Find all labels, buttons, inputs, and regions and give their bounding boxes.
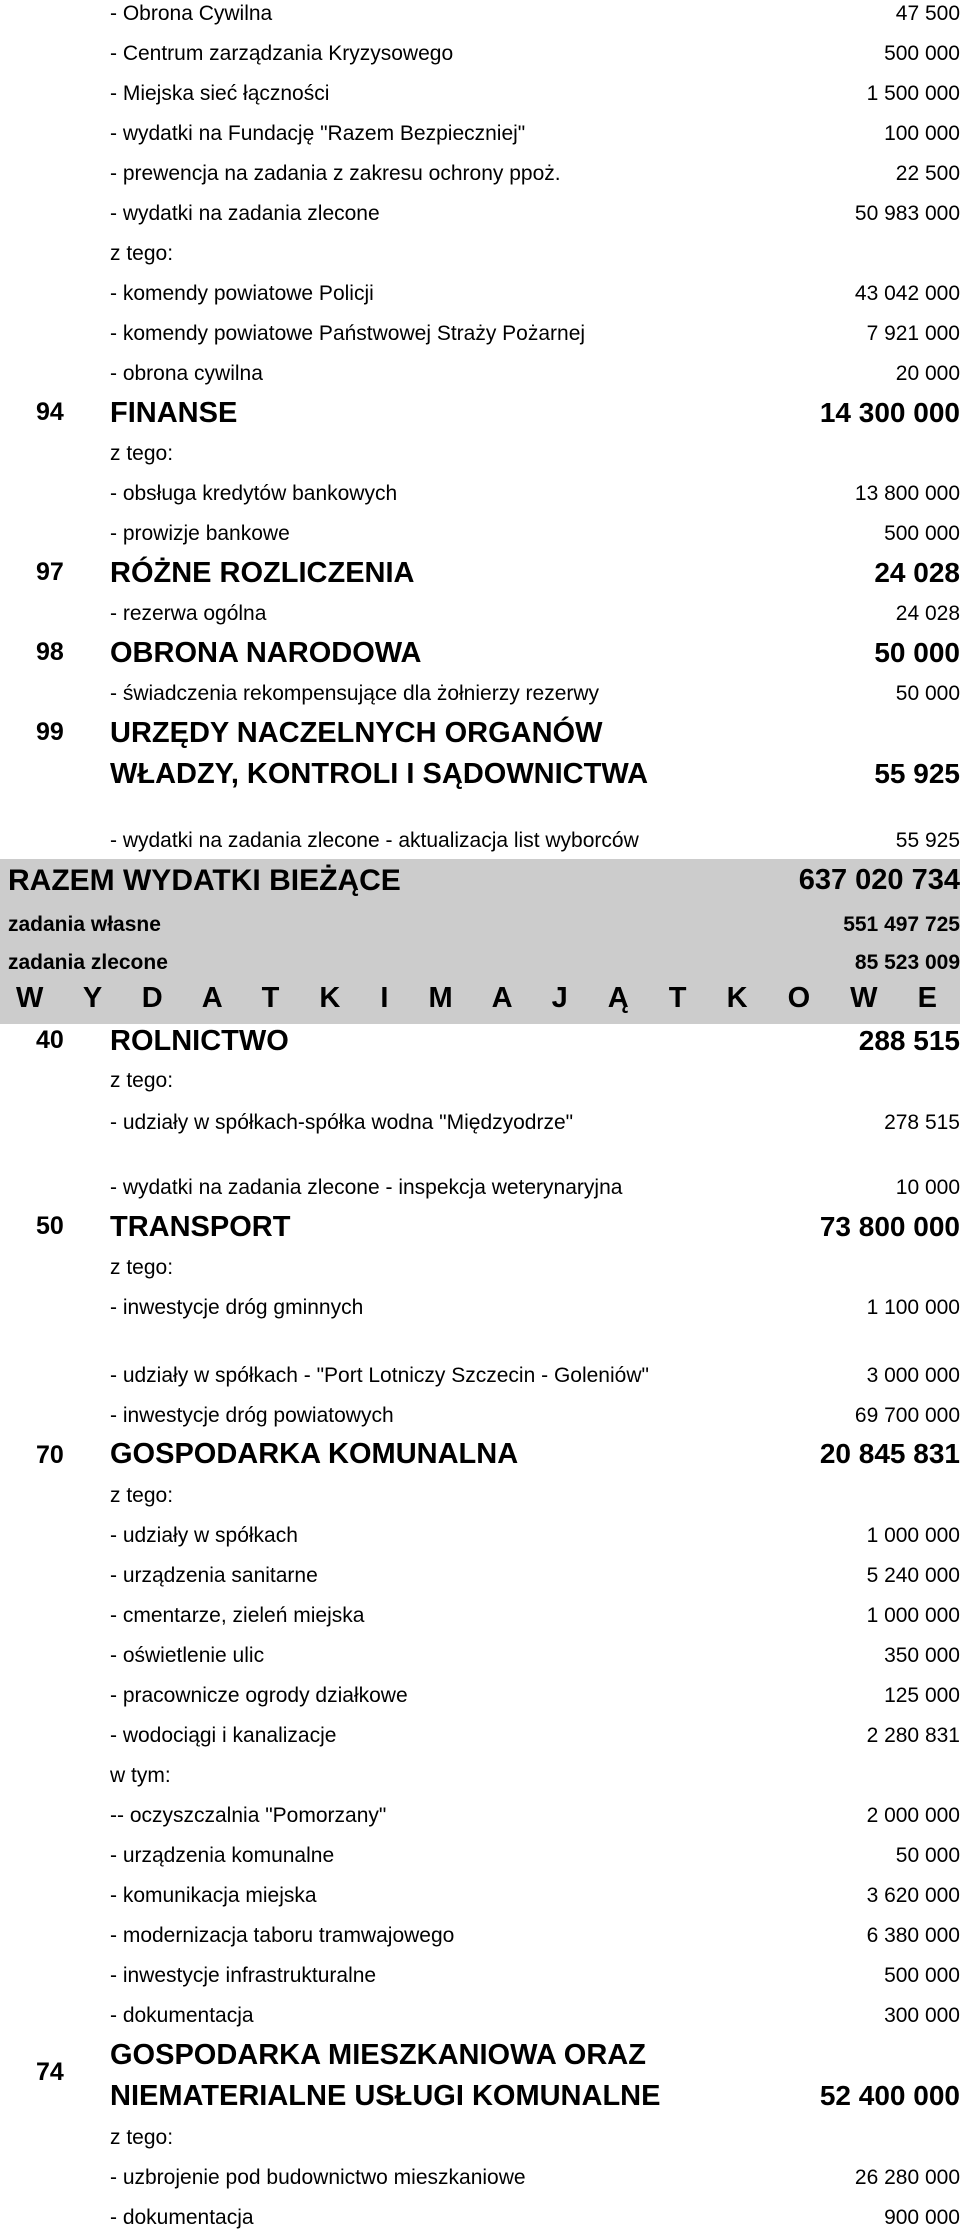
section-value: 50 000 xyxy=(874,637,960,668)
row-value: 50 983 000 xyxy=(854,202,960,225)
section-value: 73 800 000 xyxy=(819,1211,960,1242)
row-value: 13 800 000 xyxy=(854,482,960,505)
section-value: 24 028 xyxy=(874,557,960,588)
section-number: 74 xyxy=(36,2058,64,2086)
row-value: 47 500 xyxy=(895,2,960,25)
row-value: 2 000 000 xyxy=(866,1804,960,1827)
row-label: - inwestycje infrastrukturalne xyxy=(110,1964,377,1987)
row-value: 6 380 000 xyxy=(866,1924,960,1947)
row-value: 26 280 000 xyxy=(854,2166,960,2189)
row-value: 125 000 xyxy=(884,1684,960,1707)
row-label: - oświetlenie ulic xyxy=(110,1644,265,1667)
row-label: w tym: xyxy=(110,1764,171,1787)
row-label: - dokumentacja xyxy=(110,2206,254,2229)
row-label: - pracownicze ogrody działkowe xyxy=(110,1684,408,1707)
section-number: 40 xyxy=(36,1026,64,1054)
row-label: - urządzenia komunalne xyxy=(110,1844,335,1867)
row-value: 1 000 000 xyxy=(866,1524,960,1547)
capital-expenses-heading: W Y D A T K I M A J Ą T K O W E xyxy=(16,982,944,1014)
row-label: - obsługa kredytów bankowych xyxy=(110,482,398,505)
row-label: - Miejska sieć łączności xyxy=(110,82,330,105)
section-label-line2: NIEMATERIALNE USŁUGI KOMUNALNE xyxy=(110,2080,661,2112)
section-label: FINANSE xyxy=(110,397,238,429)
section-number: 94 xyxy=(36,398,64,426)
row-value: 69 700 000 xyxy=(854,1404,960,1427)
section-value: 288 515 xyxy=(858,1025,960,1056)
row-value: 1 000 000 xyxy=(866,1604,960,1627)
row-label: - dokumentacja xyxy=(110,2004,254,2027)
row-label: - komendy powiatowe Policji xyxy=(110,282,374,305)
row-label: - komunikacja miejska xyxy=(110,1884,317,1907)
row-value: 50 000 xyxy=(895,1844,960,1867)
own-tasks-value: 551 497 725 xyxy=(843,913,960,936)
row-label: - prowizje bankowe xyxy=(110,522,290,545)
section-label: GOSPODARKA MIESZKANIOWA ORAZ xyxy=(110,2039,646,2071)
section-label: OBRONA NARODOWA xyxy=(110,637,422,669)
row-value: 43 042 000 xyxy=(854,282,960,305)
row-value: 1 100 000 xyxy=(866,1296,960,1319)
section-number: 50 xyxy=(36,1212,64,1240)
row-value: 55 925 xyxy=(895,829,960,852)
row-value: 500 000 xyxy=(884,1964,960,1987)
row-label: - rezerwa ogólna xyxy=(110,602,267,625)
row-value: 1 500 000 xyxy=(866,82,960,105)
section-number: 70 xyxy=(36,1441,64,1469)
row-value: 7 921 000 xyxy=(866,322,960,345)
commissioned-tasks-label: zadania zlecone xyxy=(8,951,168,974)
row-value: 20 000 xyxy=(895,362,960,385)
section-number: 99 xyxy=(36,718,64,746)
section-value: 20 845 831 xyxy=(819,1438,960,1469)
row-label: -- oczyszczalnia "Pomorzany" xyxy=(110,1804,387,1827)
row-label: - udziały w spółkach xyxy=(110,1524,298,1547)
row-value: 22 500 xyxy=(895,162,960,185)
row-label: - uzbrojenie pod budownictwo mieszkaniowe xyxy=(110,2166,526,2189)
row-label: z tego: xyxy=(110,2126,174,2149)
section-value: 14 300 000 xyxy=(819,397,960,428)
row-label: - komendy powiatowe Państwowej Straży Pożarnej xyxy=(110,322,586,345)
row-label: - Centrum zarządzania Kryzysowego xyxy=(110,42,454,65)
row-label: - modernizacja taboru tramwajowego xyxy=(110,1924,455,1947)
section-value: 52 400 000 xyxy=(819,2080,960,2111)
row-value: 100 000 xyxy=(884,122,960,145)
row-value: 5 240 000 xyxy=(866,1564,960,1587)
section-label: TRANSPORT xyxy=(110,1211,291,1243)
row-value: 500 000 xyxy=(884,42,960,65)
row-label: z tego: xyxy=(110,242,174,265)
row-label: - prewencja na zadania z zakresu ochrony ppoż. xyxy=(110,162,561,185)
row-value: 10 000 xyxy=(895,1176,960,1199)
row-value: 500 000 xyxy=(884,522,960,545)
row-label: - wydatki na zadania zlecone xyxy=(110,202,380,225)
own-tasks-label: zadania własne xyxy=(8,913,161,936)
row-label: - wydatki na Fundację "Razem Bezpieczniej" xyxy=(110,122,526,145)
row-label: z tego: xyxy=(110,1256,174,1279)
row-label: - urządzenia sanitarne xyxy=(110,1564,318,1587)
row-value: 24 028 xyxy=(895,602,960,625)
section-label: ROLNICTWO xyxy=(110,1025,289,1057)
row-label: - udziały w spółkach-spółka wodna "Międzyodrze" xyxy=(110,1111,574,1134)
row-label: z tego: xyxy=(110,1069,174,1092)
row-label: z tego: xyxy=(110,442,174,465)
row-value: 2 280 831 xyxy=(866,1724,960,1747)
row-label: - świadczenia rekompensujące dla żołnierzy rezerwy xyxy=(110,682,600,705)
section-value: 55 925 xyxy=(874,758,960,789)
total-label: RAZEM WYDATKI BIEŻĄCE xyxy=(8,864,401,897)
section-label-line2: WŁADZY, KONTROLI I SĄDOWNICTWA xyxy=(110,758,649,790)
row-label: - obrona cywilna xyxy=(110,362,263,385)
row-value: 3 000 000 xyxy=(866,1364,960,1387)
section-label: RÓŻNE ROZLICZENIA xyxy=(110,557,415,589)
row-label: - inwestycje dróg gminnych xyxy=(110,1296,364,1319)
row-label: - wydatki na zadania zlecone - inspekcja weterynaryjna xyxy=(110,1176,623,1199)
row-label: - cmentarze, zieleń miejska xyxy=(110,1604,365,1627)
section-label: GOSPODARKA KOMUNALNA xyxy=(110,1438,519,1470)
row-label: - udziały w spółkach - "Port Lotniczy Szczecin - Goleniów" xyxy=(110,1364,649,1387)
row-label: - inwestycje dróg powiatowych xyxy=(110,1404,394,1427)
row-value: 278 515 xyxy=(884,1111,960,1134)
row-label: - Obrona Cywilna xyxy=(110,2,273,25)
row-value: 3 620 000 xyxy=(866,1884,960,1907)
row-value: 50 000 xyxy=(895,682,960,705)
section-number: 98 xyxy=(36,638,64,666)
row-label: z tego: xyxy=(110,1484,174,1507)
section-label: URZĘDY NACZELNYCH ORGANÓW xyxy=(110,717,603,749)
total-value: 637 020 734 xyxy=(798,864,960,896)
row-value: 350 000 xyxy=(884,1644,960,1667)
row-value: 300 000 xyxy=(884,2004,960,2027)
row-label: - wodociągi i kanalizacje xyxy=(110,1724,337,1747)
section-number: 97 xyxy=(36,558,64,586)
row-label: - wydatki na zadania zlecone - aktualizacja list wyborców xyxy=(110,829,639,852)
row-value: 900 000 xyxy=(884,2206,960,2229)
commissioned-tasks-value: 85 523 009 xyxy=(854,951,960,974)
